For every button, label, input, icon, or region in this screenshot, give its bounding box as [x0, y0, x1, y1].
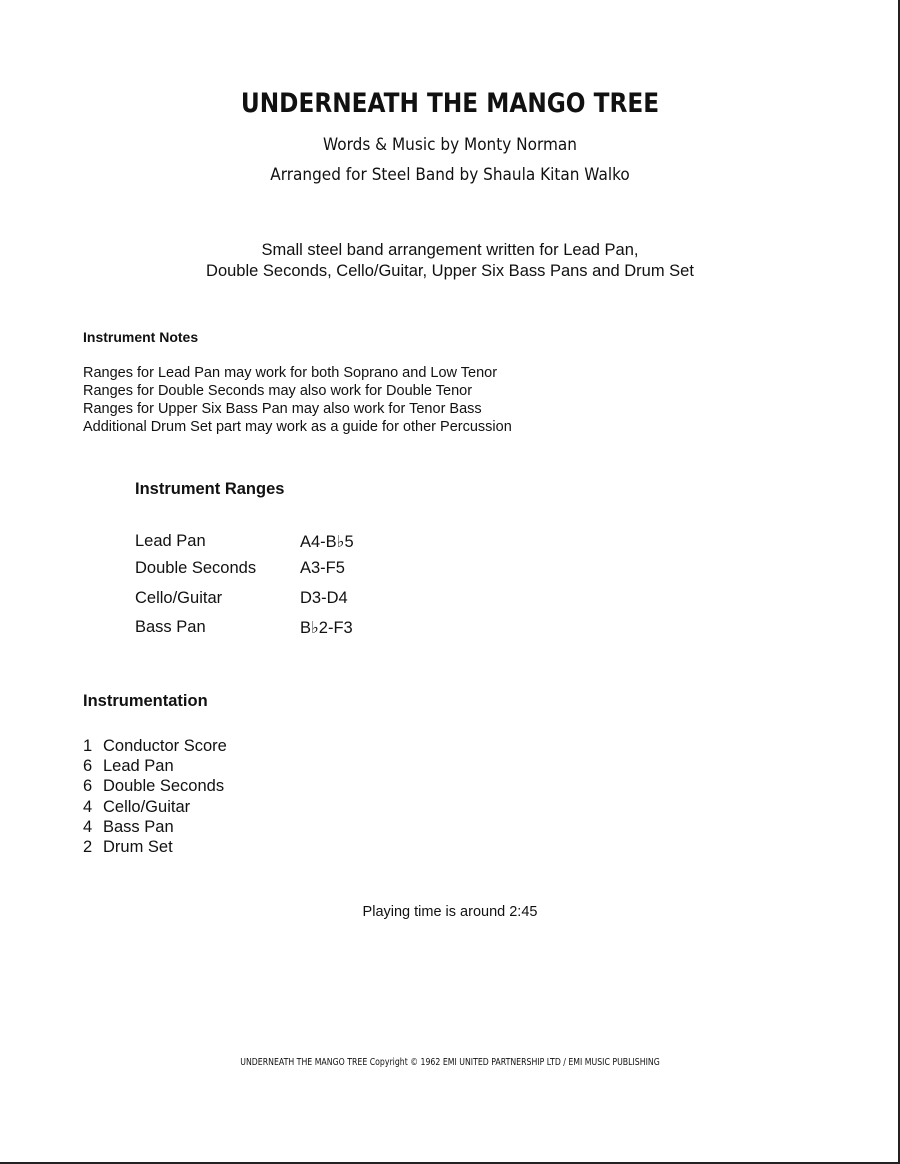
- part-name: Double Seconds: [103, 777, 225, 796]
- part-quantity: 1: [83, 737, 93, 755]
- part-name: Lead Pan: [103, 757, 174, 776]
- instrumentation-heading: Instrumentation: [83, 692, 208, 710]
- range-instrument: Lead Pan: [135, 532, 206, 550]
- instrumentation-list: [83, 736, 227, 857]
- note-line: Ranges for Lead Pan may work for both Soprano and Low Tenor: [83, 365, 498, 381]
- description-line: Small steel band arrangement written for Lead Pan,: [261, 241, 639, 259]
- list-item: [83, 837, 227, 857]
- description-line: Double Seconds, Cello/Guitar, Upper Six Bass Pans and Drum Set: [206, 262, 694, 280]
- note-line: Ranges for Upper Six Bass Pan may also work for Tenor Bass: [83, 401, 482, 417]
- range-value: A4-B♭5: [300, 533, 354, 551]
- range-value: B♭2-F3: [300, 619, 353, 637]
- arranger-credit: Arranged for Steel Band by Shaula Kitan Walko: [270, 165, 630, 185]
- range-instrument: Cello/Guitar: [135, 589, 223, 607]
- instrument-notes-list: [83, 364, 512, 436]
- part-quantity: 2: [83, 838, 93, 857]
- part-name: Conductor Score: [103, 737, 227, 755]
- range-value: D3-D4: [300, 589, 348, 607]
- instrument-ranges-heading: Instrument Ranges: [135, 480, 285, 498]
- note-line: Additional Drum Set part may work as a guide for other Percussion: [83, 419, 512, 435]
- list-item: [83, 797, 227, 817]
- page-title: UNDERNEATH THE MANGO TREE: [240, 88, 660, 119]
- arrangement-description: [0, 240, 900, 282]
- part-name: Bass Pan: [103, 817, 174, 836]
- part-name: Drum Set: [103, 838, 173, 857]
- list-item: [83, 736, 227, 756]
- list-item: [83, 776, 227, 796]
- range-instrument: Double Seconds: [135, 559, 257, 577]
- instrument-notes-heading: Instrument Notes: [83, 329, 199, 345]
- list-item: [83, 756, 227, 776]
- part-quantity: 6: [83, 777, 93, 796]
- range-value: A3-F5: [300, 559, 345, 577]
- part-quantity: 4: [83, 817, 93, 836]
- composer-credit: Words & Music by Monty Norman: [323, 135, 577, 155]
- copyright-notice: UNDERNEATH THE MANGO TREE Copyright © 1962 EMI UNITED PARTNERSHIP LTD / EMI MUSIC PUBLISHING: [240, 1057, 660, 1068]
- playing-time: Playing time is around 2:45: [362, 904, 538, 920]
- part-quantity: 6: [83, 757, 93, 776]
- part-quantity: 4: [83, 797, 93, 816]
- list-item: [83, 817, 227, 837]
- range-instrument: Bass Pan: [135, 618, 206, 636]
- part-name: Cello/Guitar: [103, 797, 191, 816]
- note-line: Ranges for Double Seconds may also work for Double Tenor: [83, 383, 473, 399]
